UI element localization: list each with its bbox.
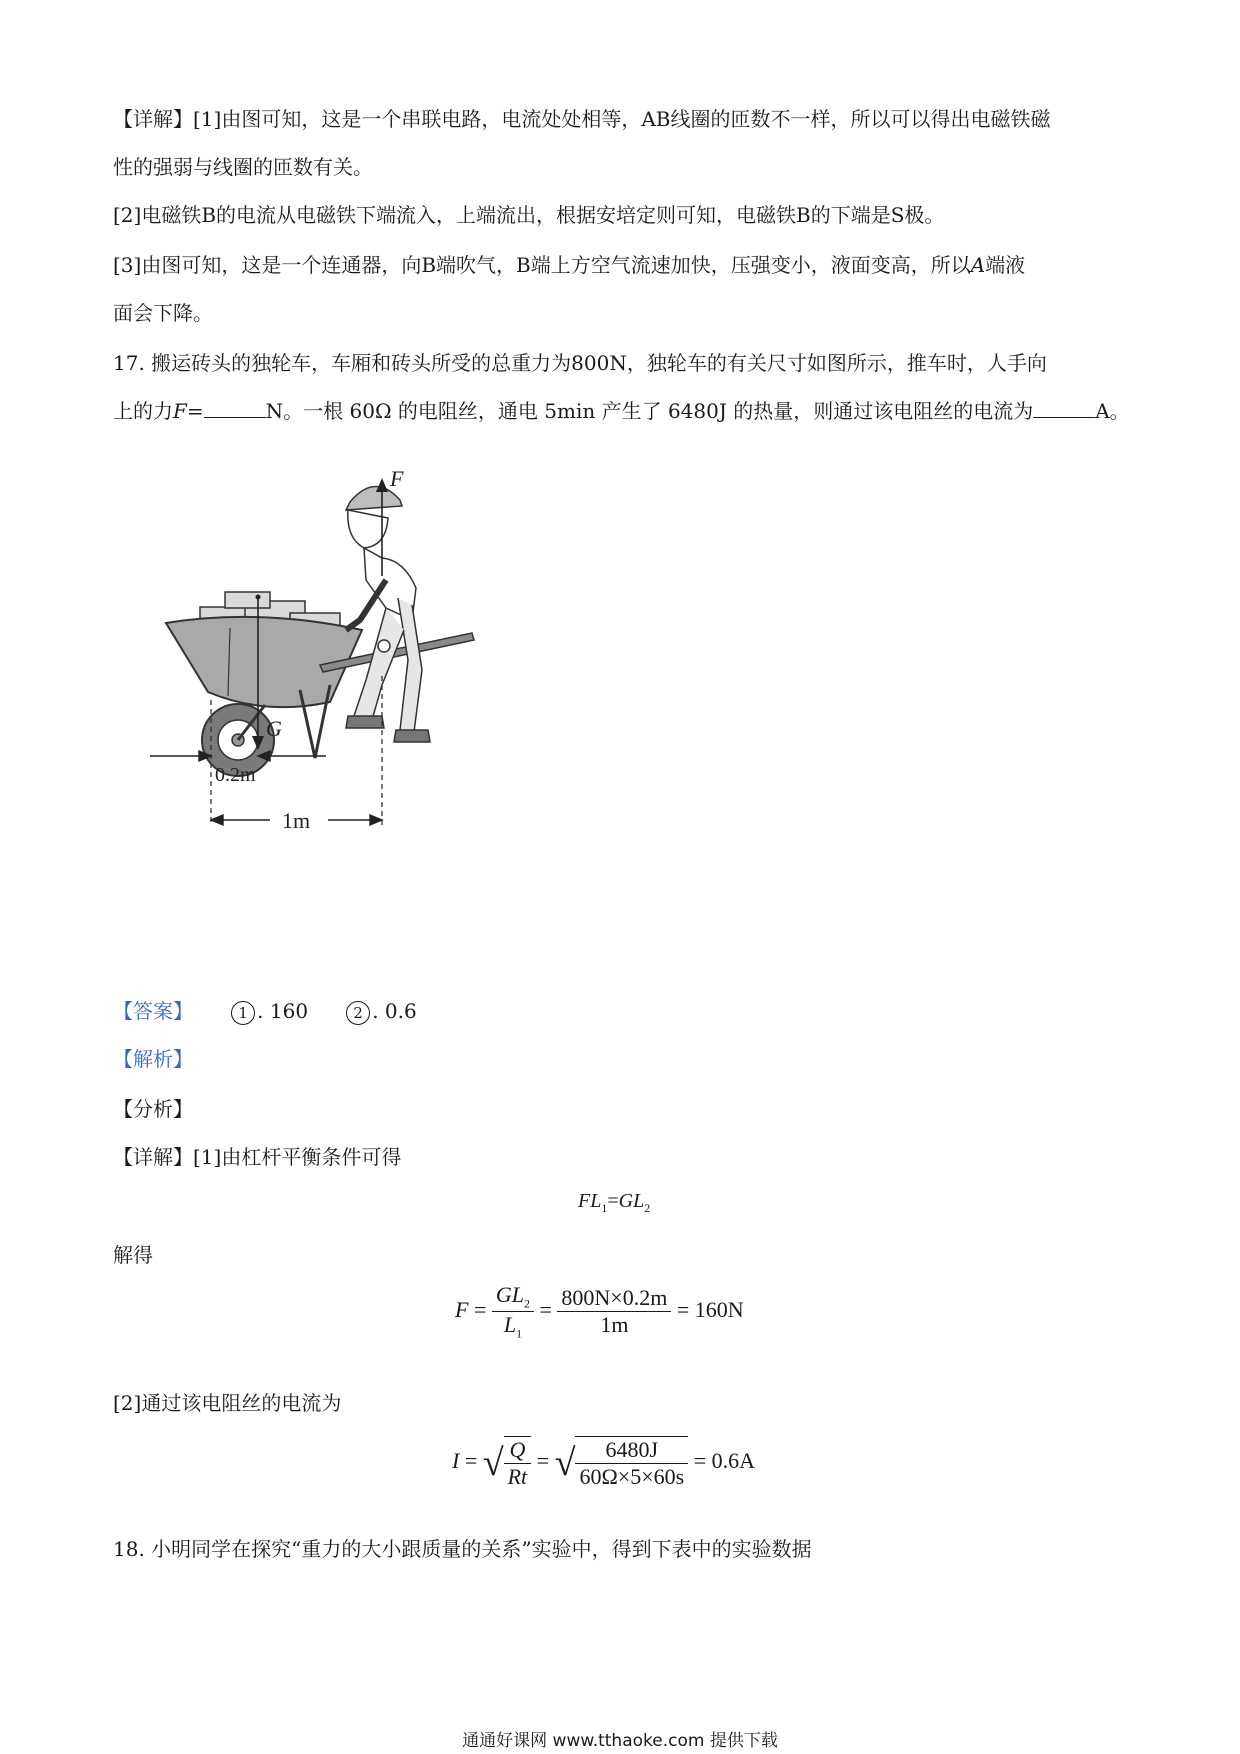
page-footer: 通通好课网 www.tthaoke.com 提供下载	[462, 1731, 778, 1751]
detail-prev-line-5: 面会下降。	[113, 301, 213, 325]
dimension-small-label: 0.2m	[215, 764, 256, 786]
wheelbarrow-figure	[150, 466, 490, 940]
question-17-line-1: 17. 搬运砖头的独轮车，车厢和砖头所受的总重力为800N，独轮车的有关尺寸如图所示，推车时，人手向	[113, 351, 1047, 375]
answer-number-2: 2	[346, 1001, 370, 1025]
sqrt-sign-2: √	[554, 1442, 576, 1484]
detail-prev-label: 【详解】	[113, 107, 193, 131]
detail-prev-line-4: [3]由图可知，这是一个连通器，向B端吹气，B端上方空气流速加快，压强变小，液面变高，所以A端液	[113, 253, 1026, 277]
jiede-label: 解得	[113, 1243, 153, 1267]
worker-illustration	[346, 486, 430, 742]
question-18: 18. 小明同学在探究“重力的大小跟质量的关系”实验中，得到下表中的实验数据	[113, 1537, 812, 1561]
equation-lever-balance: $FL_1=GL_2$	[578, 1190, 651, 1215]
dimension-large-label: 1m	[282, 808, 311, 833]
answer-number-1: 1	[231, 1001, 255, 1025]
detail-prev-line-3: [2]电磁铁B的电流从电磁铁下端流入，上端流出，根据安培定则可知，电磁铁B的下端是S极。	[113, 203, 945, 227]
detail-line-1: 【详解】[1]由杠杆平衡条件可得	[113, 1145, 402, 1169]
answer-line: 【答案】 1 . 160 2 . 0.6	[113, 999, 417, 1023]
detail-prev-line-2: 性的强弱与线圈的匝数有关。	[113, 155, 373, 179]
answer-blank-1	[204, 399, 266, 418]
gravity-label: G	[266, 716, 282, 741]
sqrt-sign-1: √	[482, 1442, 504, 1484]
equation-current-solution: I = √ $\frac{Q}{Rt}$ = √ $\frac{6480J}{60\Omega\times 5\times 60s}$ = 0.6A	[452, 1437, 755, 1489]
answer-label: 【答案】	[113, 999, 193, 1023]
equation-force-solution: F = $\frac{GL_2}{L_1}$ = $\frac{800N\times 0.2m}{1m}$ = 160N	[455, 1282, 744, 1341]
fenxi-label: 【分析】	[113, 1097, 193, 1121]
detail-line-2: [2]通过该电阻丝的电流为	[113, 1391, 342, 1415]
force-label: F	[390, 466, 404, 491]
detail-label: 【详解】	[113, 1145, 193, 1169]
detail-prev-line-1: 【详解】[1]由图可知，这是一个串联电路，电流处处相等，AB线圈的匝数不一样，所以可以得出电磁铁磁	[113, 107, 1051, 131]
question-17-line-2: 上的力F= N。一根 60Ω 的电阻丝，通电 5min 产生了 6480J 的热量，则通过该电阻丝的电流为 A。	[113, 399, 1130, 423]
analysis-label: 【解析】	[113, 1047, 193, 1071]
answer-blank-2	[1033, 399, 1095, 418]
